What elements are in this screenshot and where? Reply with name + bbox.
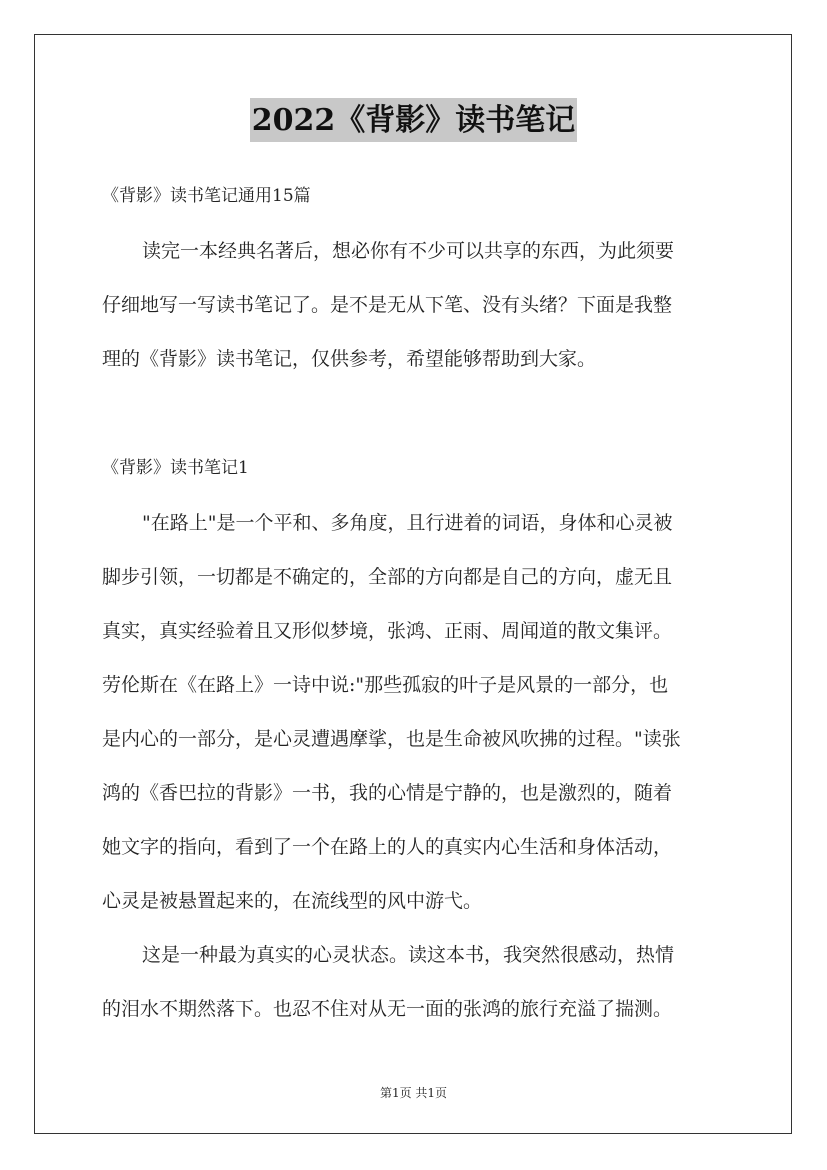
section-heading: 《背影》读书笔记1 [102, 458, 249, 478]
paragraph-line: 是内心的一部分，是心灵遭遇摩挲，也是生命被风吹拂的过程。"读张 [102, 728, 681, 750]
paragraph-line: 心灵是被悬置起来的，在流线型的风中游弋。 [102, 890, 483, 912]
paragraph-line: 她文字的指向，看到了一个在路上的人的真实内心生活和身体活动， [102, 836, 673, 858]
paragraph-line: 这是一种最为真实的心灵状态。读这本书，我突然很感动，热情 [142, 944, 675, 966]
intro-line: 读完一本经典名著后，想必你有不少可以共享的东西，为此须要 [142, 240, 675, 262]
paragraph-line: 真实，真实经验着且又形似梦境，张鸿、正雨、周闻道的散文集评。 [102, 620, 673, 642]
intro-line: 理的《背影》读书笔记，仅供参考，希望能够帮助到大家。 [102, 348, 597, 370]
paragraph-line: 的泪水不期然落下。也忍不住对从无一面的张鸿的旅行充溢了揣测。 [102, 998, 673, 1020]
document-subtitle: 《背影》读书笔记通用15篇 [102, 186, 311, 206]
title-container [0, 98, 827, 142]
page-footer: 第1页 共1页 [379, 1086, 448, 1100]
intro-line: 仔细地写一写读书笔记了。是不是无从下笔、没有头绪？下面是我整 [102, 294, 673, 316]
paragraph-line: 鸿的《香巴拉的背影》一书，我的心情是宁静的，也是激烈的，随着 [102, 782, 673, 804]
paragraph-line: 劳伦斯在《在路上》一诗中说:"那些孤寂的叶子是风景的一部分，也 [102, 674, 669, 696]
paragraph-line: "在路上"是一个平和、多角度，且行进着的词语，身体和心灵被 [142, 512, 673, 534]
paragraph-line: 脚步引领，一切都是不确定的，全部的方向都是自己的方向，虚无且 [102, 566, 673, 588]
document-title: 2022《背影》读书笔记 [250, 98, 578, 142]
